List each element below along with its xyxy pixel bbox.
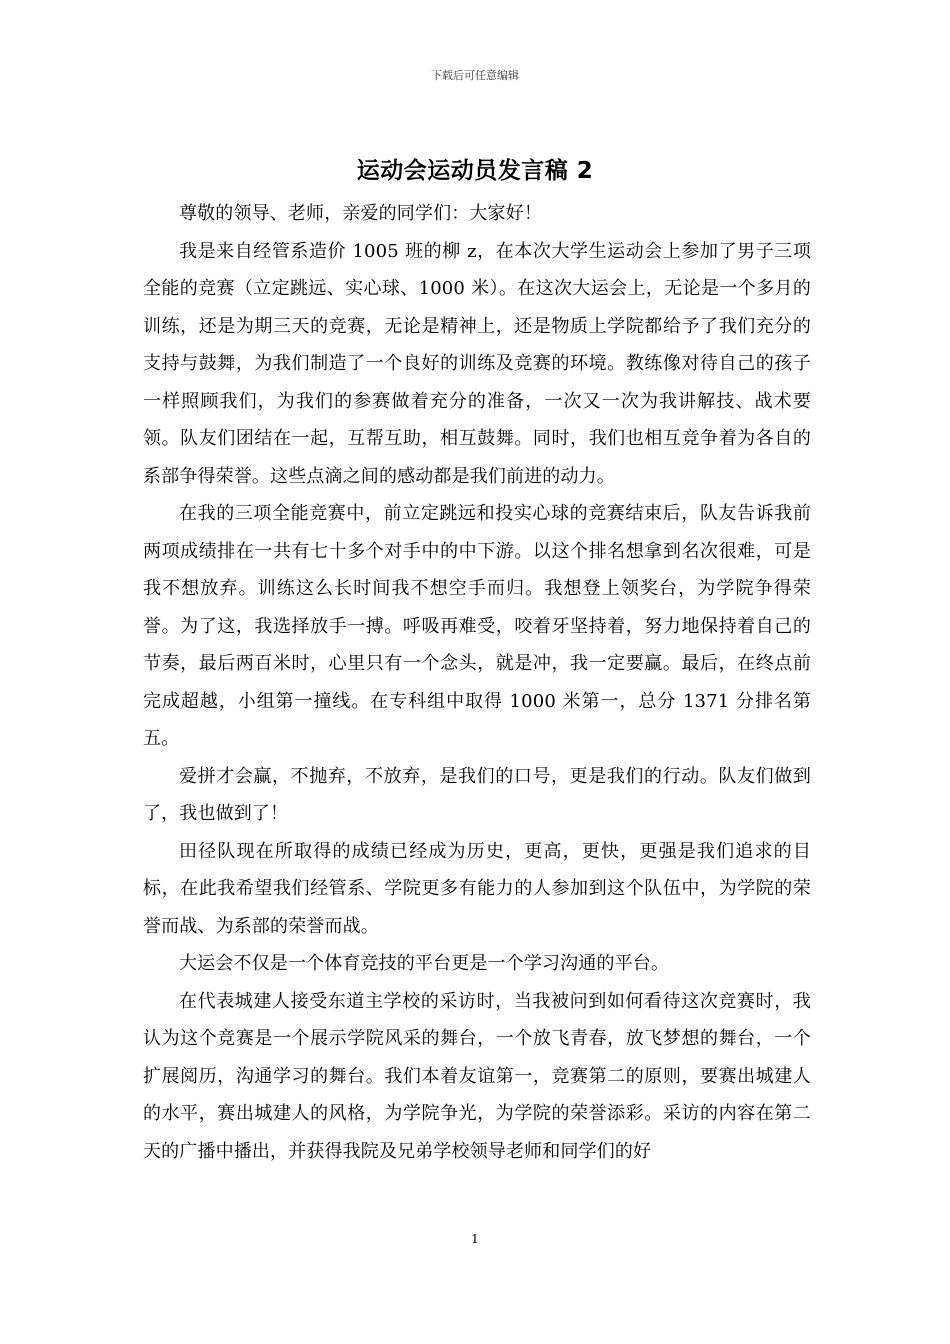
page-number: 1 (471, 1232, 479, 1246)
paragraph: 在代表城建人接受东道主学校的采访时，当我被问到如何看待这次竞赛时，我认为这个竞赛是一个展示学院风采的舞台，一个放飞青春，放飞梦想的舞台，一个扩展阅历，沟通学习的舞台。我们本着友谊第一，竞赛第二的原则，要赛出城建人的水平，赛出城建人的风格，为学院争光，为学院的荣誉添彩。采访的内容在第二天的广播中播出，并获得我院及兄弟学校领导老师和同学们的好 (143, 990, 811, 1162)
document-title: 运动会运动员发言稿 2 (356, 158, 594, 184)
paragraph-greeting: 尊敬的领导、老师，亲爱的同学们：大家好！ (179, 203, 542, 224)
document-body (143, 195, 811, 1170)
paragraph: 爱拼才会赢，不抛弃，不放弃，是我们的口号，更是我们的行动。队友们做到了，我也做到了！ (143, 765, 811, 824)
paragraph: 田径队现在所取得的成绩已经成为历史，更高，更快，更强是我们追求的目标，在此我希望我们经管系、学院更多有能力的人参加到这个队伍中，为学院的荣誉而战、为系部的荣誉而战。 (143, 840, 811, 937)
paragraph: 在我的三项全能竞赛中，前立定跳远和投实心球的竞赛结束后，队友告诉我前两项成绩排在一共有七十多个对手中的中下游。以这个排名想拿到名次很难，可是我不想放弃。训练这么长时间我不想空手而归。我想登上领奖台，为学院争得荣誉。为了这，我选择放手一搏。呼吸再难受，咬着牙坚持着，努力地保持着自己的节奏，最后两百米时，心里只有一个念头，就是冲，我一定要赢。最后，在终点前完成超越，小组第一撞线。在专科组中取得 1000 米第一，总分 1371 分排名第五。 (143, 503, 811, 749)
paragraph: 大运会不仅是一个体育竞技的平台更是一个学习沟通的平台。 (179, 953, 670, 974)
paragraph: 我是来自经管系造价 1005 班的柳 z，在本次大学生运动会上参加了男子三项全能的竞赛（立定跳远、实心球、1000 米）。在这次大运会上，无论是一个多月的训练，还是为期三天的竞赛，无论是精神上，还是物质上学院都给予了我们充分的支持与鼓舞，为我们制造了一个良好的训练及竞赛的环境。教练像对待自己的孩子一样照顾我们，为我们的参赛做着充分的准备，一次又一次为我讲解技、战术要领。队友们团结在一起，互帮互助，相互鼓舞。同时，我们也相互竞争着为各自的系部争得荣誉。这些点滴之间的感动都是我们前进的动力。 (143, 240, 811, 487)
page-header: 下载后可任意编辑 (431, 69, 519, 82)
